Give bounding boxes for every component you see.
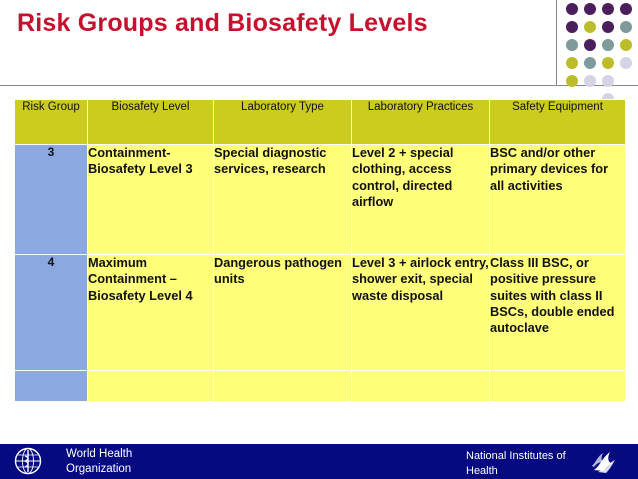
safety-equipment-cell: Class III BSC, or positive pressure suites with class II BSCs, double ended autoclave <box>490 255 626 371</box>
decor-dot <box>584 39 596 51</box>
table-row-empty <box>15 371 626 402</box>
decor-dot <box>566 75 578 87</box>
hhs-eagle-icon <box>590 448 620 475</box>
decor-dot <box>602 75 614 87</box>
biosafety-table <box>14 99 626 402</box>
slide-title: Risk Groups and Biosafety Levels <box>17 9 428 37</box>
risk-group-cell: 3 <box>15 145 88 255</box>
decor-dot <box>584 57 596 69</box>
table-header-row <box>15 100 626 145</box>
biosafety-level-cell: Maximum Containment – Biosafety Level 4 <box>88 255 214 371</box>
risk-group-cell: 4 <box>15 255 88 371</box>
decor-dot <box>620 21 632 33</box>
decor-dot <box>566 3 578 15</box>
header-risk-group: Risk Group <box>15 100 88 145</box>
table-row <box>15 255 626 371</box>
decor-dot <box>602 3 614 15</box>
decor-dot <box>602 21 614 33</box>
header-laboratory-type: Laboratory Type <box>214 100 352 145</box>
decor-dot <box>584 75 596 87</box>
header-biosafety-level: Biosafety Level <box>88 100 214 145</box>
decor-dot <box>566 57 578 69</box>
decor-dot <box>620 57 632 69</box>
decor-dot <box>602 57 614 69</box>
decor-dot <box>584 3 596 15</box>
laboratory-type-cell: Special diagnostic services, research <box>214 145 352 255</box>
title-horizontal-rule <box>0 85 638 86</box>
laboratory-practices-cell: Level 3 + airlock entry, shower exit, special waste disposal <box>352 255 490 371</box>
header-laboratory-practices: Laboratory Practices <box>352 100 490 145</box>
table-row <box>15 145 626 255</box>
footer-bar <box>0 444 638 479</box>
decor-dot <box>602 39 614 51</box>
decor-dot <box>620 3 632 15</box>
who-organization-label: World Health Organization <box>66 448 133 475</box>
decor-dot <box>620 39 632 51</box>
who-emblem-icon <box>14 447 42 475</box>
title-vertical-rule <box>556 0 557 85</box>
header-safety-equipment: Safety Equipment <box>490 100 626 145</box>
biosafety-level-cell: Containment-Biosafety Level 3 <box>88 145 214 255</box>
decor-dot <box>566 21 578 33</box>
decor-dot <box>584 21 596 33</box>
laboratory-practices-cell: Level 2 + special clothing, access control, directed airflow <box>352 145 490 255</box>
nih-organization-label: National Institutes of Health <box>466 450 566 477</box>
decor-dot <box>566 39 578 51</box>
safety-equipment-cell: BSC and/or other primary devices for all activities <box>490 145 626 255</box>
laboratory-type-cell: Dangerous pathogen units <box>214 255 352 371</box>
